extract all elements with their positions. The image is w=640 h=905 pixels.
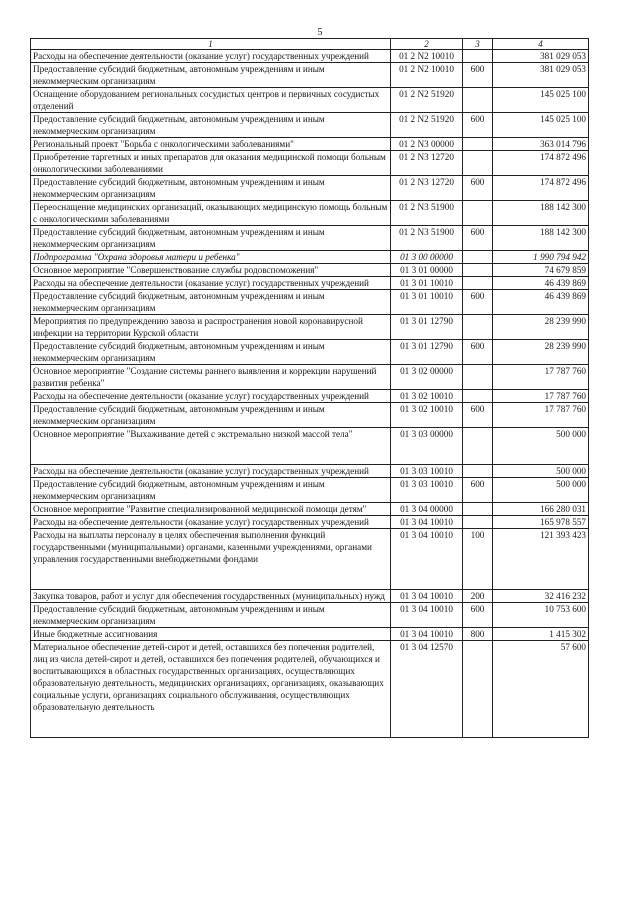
row-sum-cell: 166 280 031: [493, 503, 589, 516]
row-sum-cell: 188 142 300: [493, 201, 589, 226]
table-row: [31, 151, 589, 176]
table-row: [31, 628, 589, 641]
row-sum-cell: 145 025 100: [493, 113, 589, 138]
row-sum-cell: 381 029 053: [493, 50, 589, 63]
table-row: [31, 465, 589, 478]
row-name-cell: Предоставление субсидий бюджетным, автономным учреждениям и иным некоммерческим организациям: [31, 403, 391, 428]
row-code-cell: 01 3 02 10010: [391, 403, 463, 428]
row-sum-cell: 17 787 760: [493, 403, 589, 428]
row-vr-cell: 600: [463, 290, 493, 315]
table-row: [31, 478, 589, 503]
table-row: [31, 113, 589, 138]
row-vr-cell: 600: [463, 63, 493, 88]
row-code-cell: 01 3 04 10010: [391, 529, 463, 590]
row-vr-cell: [463, 251, 493, 264]
table-row: [31, 390, 589, 403]
row-name-cell: Предоставление субсидий бюджетным, автономным учреждениям и иным некоммерческим организациям: [31, 603, 391, 628]
row-code-cell: 01 3 01 00000: [391, 264, 463, 277]
row-sum-cell: 17 787 760: [493, 365, 589, 390]
row-name-cell: Расходы на выплаты персоналу в целях обеспечения выполнения функций государственными (муниципальными) органами, казенными учреждениями, органами управления государственными внебюджетными фондами: [31, 529, 391, 590]
table-row: [31, 201, 589, 226]
row-code-cell: 01 2 N2 10010: [391, 50, 463, 63]
row-code-cell: 01 2 N3 12720: [391, 176, 463, 201]
row-name-cell: Иные бюджетные ассигнования: [31, 628, 391, 641]
row-sum-cell: 121 393 423: [493, 529, 589, 590]
row-code-cell: 01 2 N3 12720: [391, 151, 463, 176]
row-name-cell: Подпрограмма "Охрана здоровья матери и ребенка": [31, 251, 391, 264]
row-vr-cell: 600: [463, 478, 493, 503]
row-vr-cell: [463, 138, 493, 151]
row-vr-cell: [463, 315, 493, 340]
page-number: 5: [317, 27, 323, 38]
table-row: [31, 226, 589, 251]
table-row: [31, 403, 589, 428]
row-name-cell: Материальное обеспечение детей-сирот и детей, оставшихся без попечения родителей, лиц из числа детей-сирот и детей, оставшихся без попечения родителей, обучающихся и воспитывающихся в областных государственных организациях, осуществляющих образовательную деятельность, медицинских организациях, организациях, оказывающих социальные услуги, организациях социального обслуживания, осуществляющих образовательную деятельность: [31, 641, 391, 738]
row-vr-cell: [463, 277, 493, 290]
table-header-row: [31, 39, 589, 50]
row-vr-cell: 600: [463, 113, 493, 138]
row-name-cell: Закупка товаров, работ и услуг для обеспечения государственных (муниципальных) нужд: [31, 590, 391, 603]
row-vr-cell: 600: [463, 340, 493, 365]
row-vr-cell: [463, 390, 493, 403]
header-col-2: 2: [391, 39, 463, 50]
row-sum-cell: 32 416 232: [493, 590, 589, 603]
row-name-cell: Мероприятия по предупреждению завоза и распространения новой коронавирусной инфекции на территории Курской области: [31, 315, 391, 340]
row-code-cell: 01 3 01 12790: [391, 315, 463, 340]
table-row: [31, 529, 589, 590]
row-vr-cell: 200: [463, 590, 493, 603]
row-vr-cell: [463, 465, 493, 478]
row-vr-cell: [463, 151, 493, 176]
table-row: [31, 641, 589, 738]
row-vr-cell: [463, 50, 493, 63]
row-sum-cell: 174 872 496: [493, 176, 589, 201]
table-row: [31, 365, 589, 390]
row-name-cell: Основное мероприятие "Развитие специализированной медицинской помощи детям": [31, 503, 391, 516]
row-code-cell: 01 3 01 12790: [391, 340, 463, 365]
row-name-cell: Расходы на обеспечение деятельности (оказание услуг) государственных учреждений: [31, 277, 391, 290]
row-vr-cell: 800: [463, 628, 493, 641]
table-row: [31, 251, 589, 264]
row-name-cell: Оснащение оборудованием региональных сосудистых центров и первичных сосудистых отделений: [31, 88, 391, 113]
row-code-cell: 01 3 00 00000: [391, 251, 463, 264]
row-name-cell: Предоставление субсидий бюджетным, автономным учреждениям и иным некоммерческим организациям: [31, 113, 391, 138]
row-vr-cell: [463, 641, 493, 738]
row-vr-cell: 600: [463, 226, 493, 251]
row-code-cell: 01 3 02 10010: [391, 390, 463, 403]
row-name-cell: Предоставление субсидий бюджетным, автономным учреждениям и иным некоммерческим организациям: [31, 176, 391, 201]
table-row: [31, 603, 589, 628]
row-sum-cell: 74 679 859: [493, 264, 589, 277]
row-code-cell: 01 2 N3 51900: [391, 201, 463, 226]
table-row: [31, 516, 589, 529]
row-name-cell: Расходы на обеспечение деятельности (оказание услуг) государственных учреждений: [31, 50, 391, 63]
table-row: [31, 264, 589, 277]
row-code-cell: 01 3 04 10010: [391, 516, 463, 529]
table-row: [31, 290, 589, 315]
header-col-4: 4: [493, 39, 589, 50]
row-code-cell: 01 3 01 10010: [391, 290, 463, 315]
row-sum-cell: 500 000: [493, 465, 589, 478]
row-code-cell: 01 3 04 00000: [391, 503, 463, 516]
row-sum-cell: 500 000: [493, 478, 589, 503]
row-vr-cell: 600: [463, 403, 493, 428]
row-sum-cell: 46 439 869: [493, 290, 589, 315]
row-code-cell: 01 3 03 10010: [391, 478, 463, 503]
row-sum-cell: 500 000: [493, 428, 589, 465]
row-name-cell: Переоснащение медицинских организаций, оказывающих медицинскую помощь больным с онкологическими заболеваниями: [31, 201, 391, 226]
row-name-cell: Предоставление субсидий бюджетным, автономным учреждениям и иным некоммерческим организациям: [31, 340, 391, 365]
row-vr-cell: [463, 264, 493, 277]
table-row: [31, 176, 589, 201]
row-sum-cell: 174 872 496: [493, 151, 589, 176]
row-code-cell: 01 3 02 00000: [391, 365, 463, 390]
row-name-cell: Основное мероприятие "Выхаживание детей с экстремально низкой массой тела": [31, 428, 391, 465]
row-name-cell: Приобретение таргетных и иных препаратов для оказания медицинской помощи больным онкологическими заболеваниями: [31, 151, 391, 176]
row-code-cell: 01 2 N3 51900: [391, 226, 463, 251]
row-vr-cell: [463, 503, 493, 516]
table-row: [31, 277, 589, 290]
row-sum-cell: 1 415 302: [493, 628, 589, 641]
row-name-cell: Предоставление субсидий бюджетным, автономным учреждениям и иным некоммерческим организациям: [31, 63, 391, 88]
row-code-cell: 01 3 01 10010: [391, 277, 463, 290]
row-name-cell: Региональный проект "Борьба с онкологическими заболеваниями": [31, 138, 391, 151]
row-code-cell: 01 2 N3 00000: [391, 138, 463, 151]
row-code-cell: 01 2 N2 51920: [391, 88, 463, 113]
row-vr-cell: [463, 88, 493, 113]
row-code-cell: 01 3 03 00000: [391, 428, 463, 465]
row-sum-cell: 145 025 100: [493, 88, 589, 113]
table-row: [31, 315, 589, 340]
row-vr-cell: 600: [463, 603, 493, 628]
row-vr-cell: [463, 201, 493, 226]
row-code-cell: 01 3 04 10010: [391, 628, 463, 641]
row-code-cell: 01 3 03 10010: [391, 465, 463, 478]
budget-table: [30, 38, 589, 738]
table-row: [31, 50, 589, 63]
row-code-cell: 01 2 N2 51920: [391, 113, 463, 138]
table-row: [31, 340, 589, 365]
row-name-cell: Предоставление субсидий бюджетным, автономным учреждениям и иным некоммерческим организациям: [31, 478, 391, 503]
header-col-3: 3: [463, 39, 493, 50]
table-row: [31, 63, 589, 88]
row-vr-cell: 100: [463, 529, 493, 590]
row-sum-cell: 381 029 053: [493, 63, 589, 88]
header-col-1: 1: [31, 39, 391, 50]
row-vr-cell: [463, 365, 493, 390]
row-sum-cell: 165 978 557: [493, 516, 589, 529]
row-name-cell: Расходы на обеспечение деятельности (оказание услуг) государственных учреждений: [31, 516, 391, 529]
table-body: [31, 50, 589, 738]
row-name-cell: Основное мероприятие "Совершенствование службы родовспоможения": [31, 264, 391, 277]
row-name-cell: Расходы на обеспечение деятельности (оказание услуг) государственных учреждений: [31, 390, 391, 403]
row-code-cell: 01 3 04 12570: [391, 641, 463, 738]
row-sum-cell: 57 600: [493, 641, 589, 738]
row-name-cell: Расходы на обеспечение деятельности (оказание услуг) государственных учреждений: [31, 465, 391, 478]
row-name-cell: Предоставление субсидий бюджетным, автономным учреждениям и иным некоммерческим организациям: [31, 290, 391, 315]
row-code-cell: 01 2 N2 10010: [391, 63, 463, 88]
table-row: [31, 88, 589, 113]
row-vr-cell: [463, 516, 493, 529]
row-code-cell: 01 3 04 10010: [391, 603, 463, 628]
row-sum-cell: 1 990 794 942: [493, 251, 589, 264]
row-sum-cell: 10 753 600: [493, 603, 589, 628]
row-sum-cell: 363 014 796: [493, 138, 589, 151]
row-name-cell: Предоставление субсидий бюджетным, автономным учреждениям и иным некоммерческим организациям: [31, 226, 391, 251]
row-sum-cell: 17 787 760: [493, 390, 589, 403]
table-row: [31, 503, 589, 516]
table-row: [31, 590, 589, 603]
row-sum-cell: 188 142 300: [493, 226, 589, 251]
row-sum-cell: 28 239 990: [493, 340, 589, 365]
row-vr-cell: 600: [463, 176, 493, 201]
row-sum-cell: 46 439 869: [493, 277, 589, 290]
row-code-cell: 01 3 04 10010: [391, 590, 463, 603]
table-row: [31, 138, 589, 151]
row-name-cell: Основное мероприятие "Создание системы раннего выявления и коррекции нарушений развития ребенка": [31, 365, 391, 390]
row-vr-cell: [463, 428, 493, 465]
table-row: [31, 428, 589, 465]
row-sum-cell: 28 239 990: [493, 315, 589, 340]
